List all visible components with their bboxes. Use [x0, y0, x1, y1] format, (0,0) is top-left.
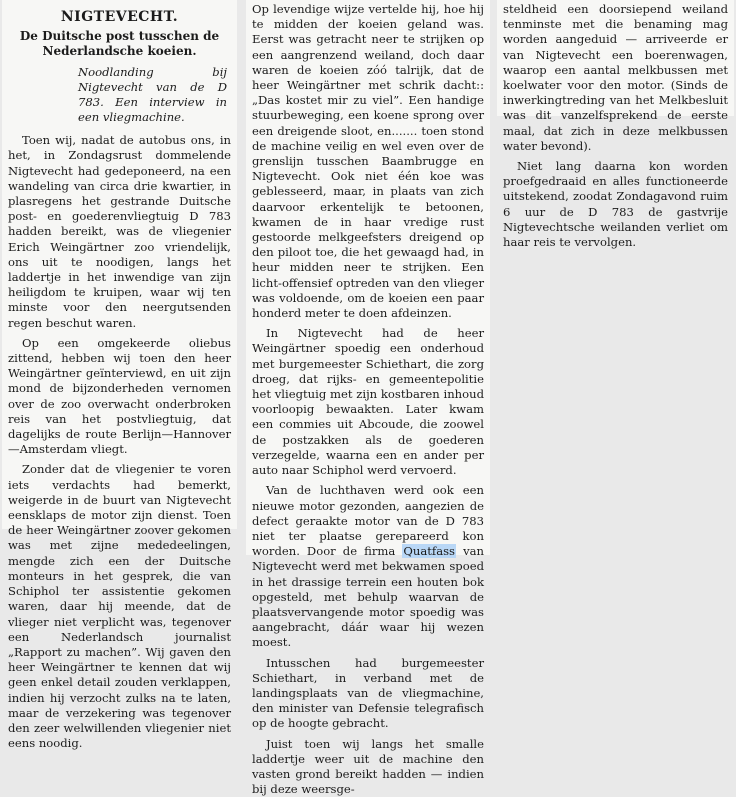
- paragraph-text: Van de luchthaven werd ook een nieuwe motor gezonden, aangezien de defect geraakte motor van de D 783 niet ter plaatse gerepareerd kon worden. Door de firma: [252, 483, 484, 559]
- article-lead: Noodlanding bij Nigtevecht van de D 783. Een interview in een vliegmachine.: [78, 65, 227, 125]
- paragraph-text: van Nigtevecht werd met bekwamen spoed in het drassige terrein een houten bok opgesteld, met behulp waarvan de plaatsvervangende motor spoedig was aangebracht, dáár waar hij wezen moest.: [252, 544, 485, 650]
- paragraph: Toen wij, nadat de autobus ons, in het, in Zondagsrust dommelende Nigtevecht had gedeponeerd, na een wandeling van circa drie kwartier, in plasregens het gestrande Duitsche post- en goederenvliegtuig D 783 hadden bereikt, was de vliegenier Erich Weingärtner zoo vriendelijk, ons uit te noodigen, langs het laddertje in het inwendige van zijn heiligdom te kruipen, waar wij ten minste voor den neergutsenden regen beschut waren.: [8, 133, 231, 330]
- article-column-3: [497, 0, 734, 250]
- highlighted-word[interactable]: Quatfass: [403, 544, 456, 559]
- article-subheadline: De Duitsche post tusschen de Nederlandsche koeien.: [19, 29, 220, 59]
- paragraph-with-highlight: [252, 483, 484, 650]
- paragraph: Zonder dat de vliegenier te voren iets verdachts had bemerkt, weigerde in de buurt van Nigtevecht eensklaps de motor zijn dienst. Toen de heer Weingärtner zoover gekomen was met zijne mededeelingen, mengde zich een der Duitsche monteurs in het gesprek, die van Schiphol ter assistentie gekomen waren, daar hij meende, dat de vlieger niet verplicht was, tegenover een Nederlandsch journalist „Rapport zu machen”. Wij gaven den heer Weingärtner te kennen dat wij geen enkel detail zouden verklappen, indien hij verzocht zulks na te laten, maar de verzekering was tegenover den zeer welwillenden vliegenier niet eens noodig.: [8, 462, 231, 751]
- article-column-1: [2, 0, 237, 751]
- paragraph: Intusschen had burgemeester Schiethart, in verband met de landingsplaats van de vliegmachine, den minister van Defensie telegrafisch op de hoogte gebracht.: [252, 655, 484, 731]
- article-column-2: [246, 0, 490, 797]
- paragraph: Op levendige wijze vertelde hij, hoe hij te midden der koeien geland was. Eerst was getracht neer te strijken op een aangrenzend weiland, doch daar waren de koeien zóó talrijk, dat de heer Weingärtner met schrik dacht:: „Das kostet mir zu viel”. Een handige stuurbeweging, een koene sprong over een dreigende sloot, en....... toen stond de machine veilig en wel even over de grenslijn tusschen Baambrugge en Nigtevecht. Ook niet één koe was geblesseerd, maar, in plaats van zich daarvoor erkentelijk te betoonen, kwamen de in haar vredige rust gestoorde melkgeefsters dreigend op den piloot toe, die het gewaagd had, in heur midden neer te strijken. Een licht-offensief optreden van den vlieger was voldoende, om de koeien een paar honderd meter te doen afdeinzen.: [252, 2, 484, 321]
- paragraph: Juist toen wij langs het smalle laddertje weer uit de machine den vasten grond bereikt hadden — indien bij deze weersge-: [252, 736, 484, 797]
- article-headline: NIGTEVECHT.: [60, 9, 179, 25]
- paragraph: Op een omgekeerde oliebus zittend, hebben wij toen den heer Weingärtner geïnterviewd, en uit zijn mond de bijzonderheden vernomen over de zoo overwacht onderbroken reis van het postvliegtuig, dat dagelijks de route Berlijn—Hannover—Amsterdam vliegt.: [8, 335, 231, 457]
- paragraph: In Nigtevecht had de heer Weingärtner spoedig een onderhoud met burgemeester Schiethart, die zorg droeg, dat rijks- en gemeentepolitie het vliegtuig met zijn kostbaren inhoud voorloopig bewaakten. Later kwam een commies uit Abcoude, die zoowel de postzakken als de goederen verzegelde, waarna een en ander per auto naar Schiphol werd vervoerd.: [252, 326, 484, 478]
- paragraph: steldheid een doorsiepend weiland tenminste met die benaming mag worden aangeduid — arriveerde er van Nigtevecht een boerenwagen, waarop een aantal melkbussen met koelwater voor den motor. (Sinds de inwerkingtreding van het Melkbesluit was dit vanzelfsprekend de eerste maal, dat zich in deze melkbussen water bevond).: [503, 2, 728, 153]
- paragraph: Niet lang daarna kon worden proefgedraaid en alles functioneerde uitstekend, zoodat Zondagavond ruim 6 uur de D 783 de gastvrije Nigtevechtsche weilanden verliet om haar reis te vervolgen.: [503, 159, 728, 250]
